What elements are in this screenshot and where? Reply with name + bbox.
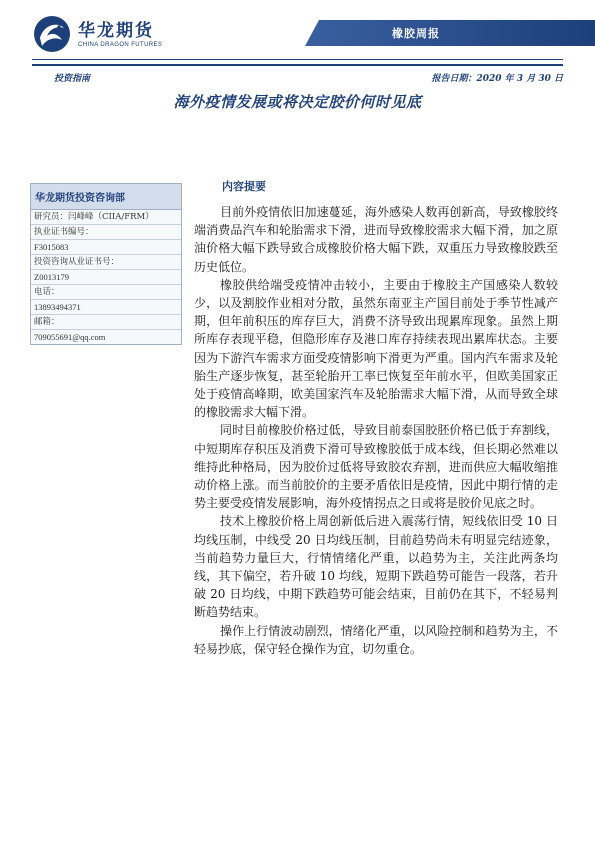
consult-license-label: 投资咨询从业证书号： <box>31 255 181 270</box>
license-label: 执业证书编号： <box>31 225 181 240</box>
email-label: 邮箱： <box>31 315 181 330</box>
header-banner <box>305 20 595 46</box>
consult-license-number: Z0013179 <box>31 270 181 285</box>
summary-heading: 内容提要 <box>222 180 266 193</box>
dragon-logo-icon <box>32 14 72 54</box>
summary-body <box>194 203 558 658</box>
summary-paragraph: 目前外疫情依旧加速蔓延，海外感染人数再创新高，导致橡胶终端消费品汽车和轮胎需求下滑，进而导致橡胶需求大幅下滑，加之原油价格大幅下跌导致合成橡胶价格大幅下跌，双重压力导致橡胶跌至历史低位。 <box>194 205 558 274</box>
license-number: F3015083 <box>31 240 181 255</box>
summary-paragraph: 操作上行情波动剧烈，情绪化严重，以风险控制和趋势为主，不轻易抄底，保守轻仓操作为宜，切勿重仓。 <box>194 623 558 656</box>
logo-name-cn: 华龙期货 <box>78 20 154 41</box>
report-type: 橡胶周报 <box>392 27 440 40</box>
department-heading: 华龙期货投资咨询部 <box>31 184 181 210</box>
report-category: 投资指南 <box>54 74 91 84</box>
phone-number: 13893494371 <box>31 300 181 315</box>
page-title: 海外疫情发展或将决定胶价何时见底 <box>173 93 422 111</box>
header-divider <box>32 59 563 60</box>
phone-label: 电话： <box>31 285 181 300</box>
analyst-name: 研究员：闫峰峰（CIIA/FRM） <box>31 210 181 225</box>
summary-paragraph: 橡胶供给端受疫情冲击较小，主要由于橡胶主产国感染人数较少，以及割胶作业相对分散，虽然东南亚主产国目前处于季节性减产期，但年前积压的库存巨大，消费不济导致出现累库现象。虽然上期所库存表现平稳，但隐形库存及港口库存持续表现出累库状态。主要因为下游汽车需求方面受疫情影响下滑更为严重。国内汽车需求及轮胎生产逐步恢复，甚至轮胎开工率已恢复至年前水平，但欧美国家正处于疫情高峰期，欧美国家汽车及轮胎需求大幅下滑，从而导致全球的橡胶需求大幅下滑。 <box>194 277 558 420</box>
email-address[interactable]: 709055691@qq.com <box>34 332 106 342</box>
summary-paragraph: 技术上橡胶价格上周创新低后进入震荡行情，短线依旧受 10 日均线压制，中线受 20 日均线压制，目前趋势尚未有明显完结迹象，当前趋势力量巨大，行情情绪化严重，以趋势为主，关注此两条均线，其下偏空，若升破 10 均线，短期下跌趋势可能告一段落，若升破 20 日均线，中期下跌趋势可能会结束，目前仍在其下，不轻易判断趋势结束。 <box>194 514 558 620</box>
report-date: 报告日期：2020 年 3 月 30 日 <box>431 74 563 84</box>
analyst-info-box <box>30 183 182 345</box>
company-logo <box>32 14 162 54</box>
summary-paragraph: 同时目前橡胶价格过低，导致目前泰国胶胚价格已低于弃割线，中短期库存积压及消费下滑可导致橡胶低于成本线，但长期必然难以维持此种格局，因为胶价过低将导致胶农弃割，进而供应大幅收缩推动价格上涨。而当前胶价的主要矛盾依旧是疫情，因此中期行情的走势主要受疫情发展影响，海外疫情拐点之日或将是胶价见底之时。 <box>194 423 558 511</box>
header-divider-thick <box>32 64 563 66</box>
logo-name-en: CHINA DRAGON FUTURES <box>78 41 163 48</box>
